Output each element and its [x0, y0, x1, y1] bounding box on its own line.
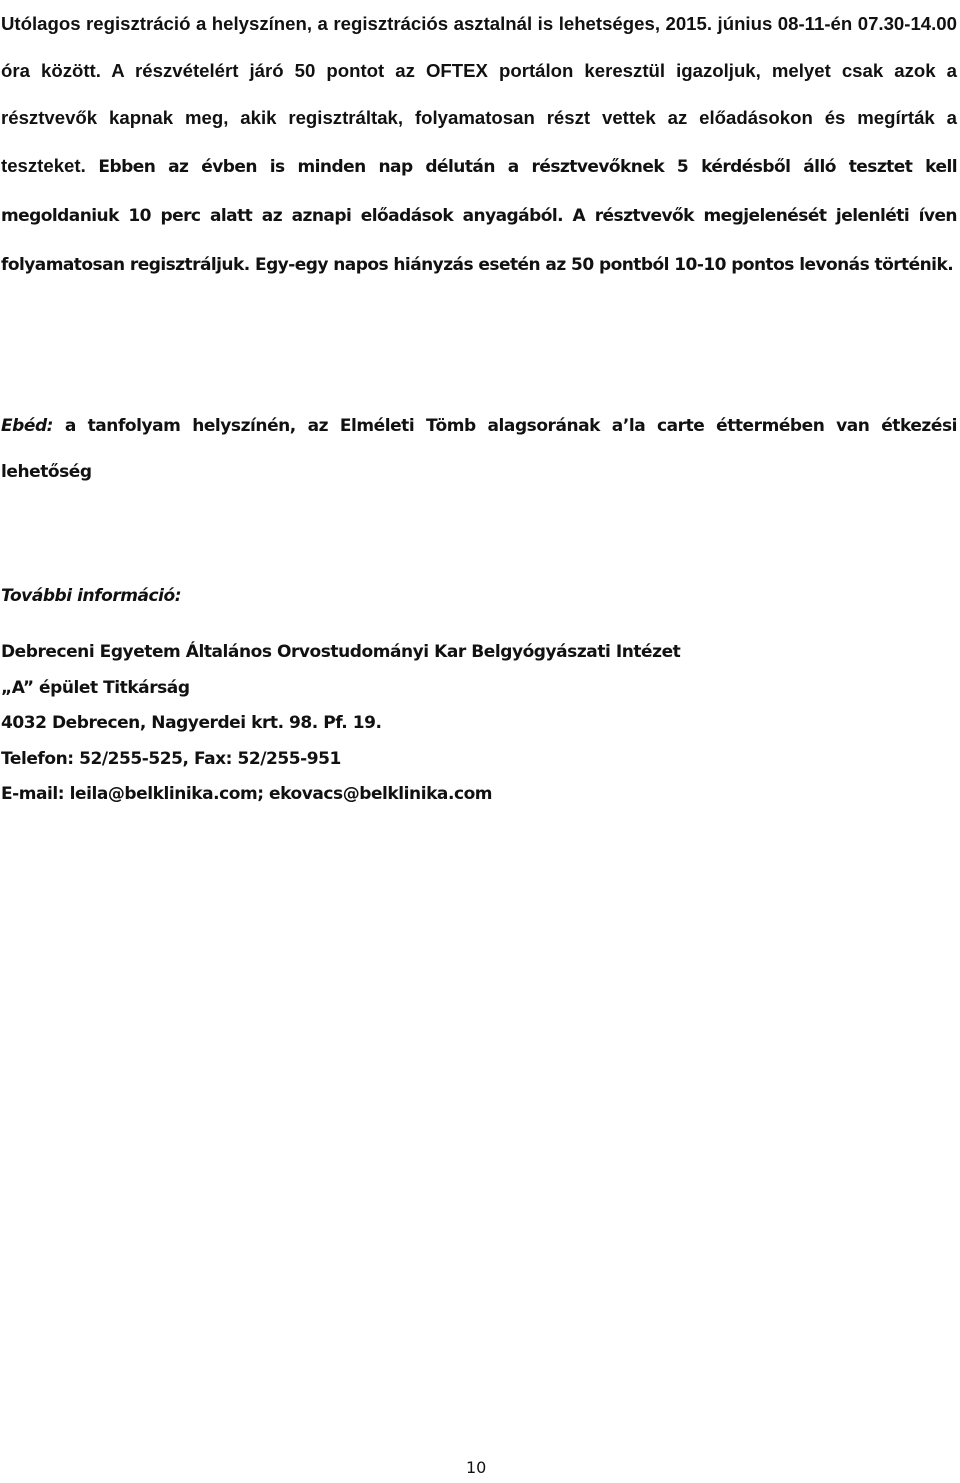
registration-paragraph [1, 0, 957, 289]
more-info-heading: További információ: [1, 586, 182, 606]
lunch-label: Ebéd: [1, 416, 54, 436]
lunch-paragraph [1, 403, 957, 495]
page-number: 10 [466, 1458, 487, 1477]
contact-address: 4032 Debrecen, Nagyerdei krt. 98. Pf. 19. [1, 713, 382, 734]
contact-block [1, 635, 680, 813]
daily-test-text: Ebben az évben is minden nap délután a résztvevőknek 5 kérdésből álló tesztet kell megoldaniuk 10 perc alatt az aznapi előadások anyagából. A résztvevők megjelenését jelenléti íven folyamatosan regisztráljuk. Egy-egy napos hiányzás esetén az 50 pontból 10-10 pontos levonás történik. [1, 156, 958, 276]
contact-building: „A” épület Titkárság [1, 677, 190, 698]
contact-phone-fax: Telefon: 52/255-525, Fax: 52/255-951 [1, 748, 341, 769]
registration-text: Utólagos regisztráció a helyszínen, a regisztrációs asztalnál is lehetséges, 2015. június 08-11-én 07.30-14.00 óra között. A részvételért járó 50 pontot az OFTEX portálon keresztül igazoljuk, melyet csak azok a résztvevők kapnak meg, akik regisztráltak, folyamatosan részt vettek az előadásokon és megírták a teszteket. [1, 13, 957, 176]
contact-institution: Debreceni Egyetem Általános Orvostudományi Kar Belgyógyászati Intézet [1, 642, 681, 662]
contact-email: E-mail: leila@belklinika.com; ekovacs@belklinika.com [1, 784, 493, 805]
lunch-text: a tanfolyam helyszínén, az Elméleti Tömb alagsorának a’la carte éttermében van étkezési lehetőség [1, 416, 958, 482]
